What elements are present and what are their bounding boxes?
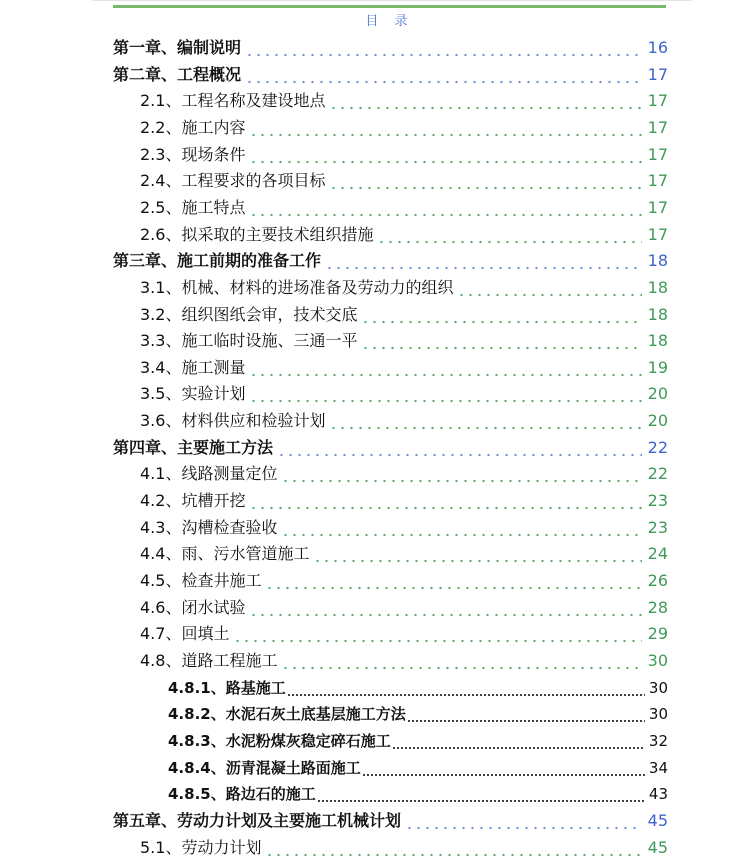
- toc-section-row[interactable]: [140, 405, 668, 431]
- toc-section-row[interactable]: [140, 325, 668, 351]
- toc-entry-label: 3.2、组织图纸会审，技术交底: [140, 304, 358, 324]
- toc-subsection-row[interactable]: [168, 752, 668, 778]
- toc-entry-label: 5.1、劳动力计划: [140, 837, 262, 857]
- toc-chapter-row[interactable]: [113, 805, 668, 831]
- toc-page-number: 24: [647, 544, 668, 564]
- toc-dot-leader: [277, 438, 642, 458]
- toc-section-row[interactable]: [140, 112, 668, 138]
- toc-chapter-row[interactable]: [113, 32, 668, 58]
- toc-page-number: 32: [648, 731, 668, 750]
- toc-entry-label: 2.3、现场条件: [140, 144, 246, 164]
- toc-entry-label: 4.8、道路工程施工: [140, 650, 278, 670]
- toc-entry-label: 4.1、线路测量定位: [140, 464, 278, 484]
- toc-entry-label: 4.8.3、水泥粉煤灰稳定碎石施工: [168, 731, 391, 750]
- toc-page-number: 20: [647, 384, 668, 404]
- toc-page-number: 30: [647, 650, 668, 670]
- toc-page-number: 20: [647, 411, 668, 431]
- toc-entry-label: 3.4、施工测量: [140, 357, 246, 377]
- toc-section-row[interactable]: [140, 565, 668, 591]
- toc-dot-leader: [361, 331, 642, 351]
- toc-page-number: 45: [647, 810, 668, 830]
- toc-entry-label: 第三章、施工前期的准备工作: [113, 251, 322, 271]
- toc-dot-leader: [361, 305, 642, 325]
- toc-entry-label: 4.8.1、路基施工: [168, 678, 286, 697]
- toc-section-row[interactable]: [140, 272, 668, 298]
- toc-chapter-row[interactable]: [113, 59, 668, 85]
- toc-dot-leader: [325, 251, 642, 271]
- toc-entry-label: 第一章、编制说明: [113, 38, 242, 57]
- toc-dot-leader: [329, 411, 642, 431]
- toc-dot-leader: [265, 838, 642, 858]
- toc-page-number: 34: [648, 758, 668, 777]
- toc-page-number: 18: [647, 304, 668, 324]
- toc-section-row[interactable]: [140, 618, 668, 644]
- toc-section-row[interactable]: [140, 512, 668, 538]
- toc-page-number: 17: [647, 64, 668, 84]
- toc-page-number: 26: [647, 571, 668, 590]
- toc-page-number: 22: [647, 464, 668, 484]
- toc-chapter-row[interactable]: [113, 432, 668, 458]
- toc-title: 目 录: [365, 14, 414, 29]
- toc-entry-label: 第二章、工程概况: [113, 64, 242, 84]
- toc-entry-label: 2.5、施工特点: [140, 197, 246, 217]
- toc-dot-leader: [457, 278, 642, 298]
- toc-page-number: 29: [647, 624, 668, 644]
- toc-entry-label: 3.1、机械、材料的进场准备及劳动力的组织: [140, 277, 454, 297]
- toc-entry-label: 4.4、雨、污水管道施工: [140, 544, 310, 564]
- toc-page-number: 30: [648, 678, 668, 697]
- toc-entry-label: 3.3、施工临时设施、三通一平: [140, 331, 358, 351]
- toc-page-number: 28: [647, 597, 668, 617]
- toc-dot-leader: [249, 145, 642, 165]
- toc-page-number: 19: [647, 357, 668, 377]
- toc-dot-leader: [249, 384, 642, 404]
- toc-section-row[interactable]: [140, 592, 668, 618]
- toc-section-row[interactable]: [140, 538, 668, 564]
- toc-subsection-row[interactable]: [168, 672, 668, 698]
- toc-page-number: 18: [647, 251, 668, 271]
- toc-dot-leader: [377, 225, 642, 245]
- toc-section-row[interactable]: [140, 219, 668, 245]
- toc-section-row[interactable]: [140, 485, 668, 511]
- toc-section-row[interactable]: [140, 299, 668, 325]
- toc-page-number: 17: [647, 117, 668, 137]
- toc-section-row[interactable]: [140, 85, 668, 111]
- toc-dot-leader: [249, 598, 642, 618]
- toc-entry-label: 2.6、拟采取的主要技术组织措施: [140, 224, 374, 244]
- toc-page-number: 23: [647, 491, 668, 511]
- toc-entry-label: 3.5、实验计划: [140, 384, 246, 404]
- toc-entry-label: 2.1、工程名称及建设地点: [140, 91, 326, 111]
- toc-dot-leader: [287, 678, 645, 698]
- toc-page-number: 17: [647, 144, 668, 164]
- toc-entry-label: 3.6、材料供应和检验计划: [140, 411, 326, 431]
- toc-section-row[interactable]: [140, 165, 668, 191]
- toc-entry-label: 4.7、回填土: [140, 624, 230, 644]
- toc-page-number: 18: [647, 331, 668, 351]
- toc-dot-leader: [313, 544, 642, 564]
- toc-entry-label: 4.2、坑槽开挖: [140, 491, 246, 511]
- toc-dot-leader: [405, 811, 642, 831]
- toc-dot-leader: [281, 464, 642, 484]
- toc-section-row[interactable]: [140, 378, 668, 404]
- toc-page-number: 17: [647, 171, 668, 191]
- toc-entry-label: 2.2、施工内容: [140, 117, 246, 137]
- toc-entry-label: 4.5、检查井施工: [140, 571, 262, 590]
- toc-dot-leader: [233, 624, 642, 644]
- toc-dot-leader: [245, 38, 642, 58]
- toc-dot-leader: [317, 784, 645, 804]
- toc-entry-label: 2.4、工程要求的各项目标: [140, 171, 326, 191]
- toc-page-number: 17: [647, 91, 668, 111]
- toc-subsection-row[interactable]: [168, 725, 668, 751]
- toc-section-row[interactable]: [140, 458, 668, 484]
- header-rule: [113, 5, 666, 8]
- toc-section-row[interactable]: [140, 832, 668, 858]
- toc-page-number: 17: [647, 224, 668, 244]
- toc-subsection-row[interactable]: [168, 778, 668, 804]
- toc-page-number: 17: [647, 197, 668, 217]
- toc-page-number: 23: [647, 517, 668, 537]
- toc-entry-label: 第五章、劳动力计划及主要施工机械计划: [113, 810, 402, 830]
- toc-dot-leader: [249, 118, 642, 138]
- toc-page-number: 22: [647, 437, 668, 457]
- toc-section-row[interactable]: [140, 192, 668, 218]
- toc-dot-leader: [245, 65, 642, 85]
- toc-page-number: 43: [648, 785, 668, 804]
- page-top-edge: [92, 0, 692, 3]
- toc-dot-leader: [362, 758, 645, 778]
- toc-section-row[interactable]: [140, 352, 668, 378]
- toc-dot-leader: [249, 198, 642, 218]
- toc-dot-leader: [265, 571, 642, 591]
- toc-entry-label: 4.8.2、水泥石灰土底基层施工方法: [168, 705, 406, 724]
- toc-dot-leader: [281, 518, 642, 538]
- toc-entry-label: 4.8.4、沥青混凝土路面施工: [168, 758, 361, 777]
- toc-entry-label: 4.6、闭水试验: [140, 597, 246, 617]
- toc-dot-leader: [249, 491, 642, 511]
- toc-dot-leader: [249, 358, 642, 378]
- toc-dot-leader: [281, 651, 642, 671]
- toc-subsection-row[interactable]: [168, 698, 668, 724]
- toc-page-number: 45: [647, 837, 668, 857]
- toc-dot-leader: [329, 171, 642, 191]
- toc-dot-leader: [407, 704, 645, 724]
- toc-section-row[interactable]: [140, 139, 668, 165]
- toc-entry-label: 4.8.5、路边石的施工: [168, 785, 316, 804]
- toc-section-row[interactable]: [140, 645, 668, 671]
- toc-entry-label: 第四章、主要施工方法: [113, 437, 274, 457]
- toc-page-number: 30: [648, 705, 668, 724]
- toc-dot-leader: [329, 91, 642, 111]
- toc-page-number: 18: [647, 277, 668, 297]
- toc-dot-leader: [392, 731, 645, 751]
- toc-page-number: 16: [647, 38, 668, 57]
- toc-entry-label: 4.3、沟槽检查验收: [140, 517, 278, 537]
- toc-chapter-row[interactable]: [113, 245, 668, 271]
